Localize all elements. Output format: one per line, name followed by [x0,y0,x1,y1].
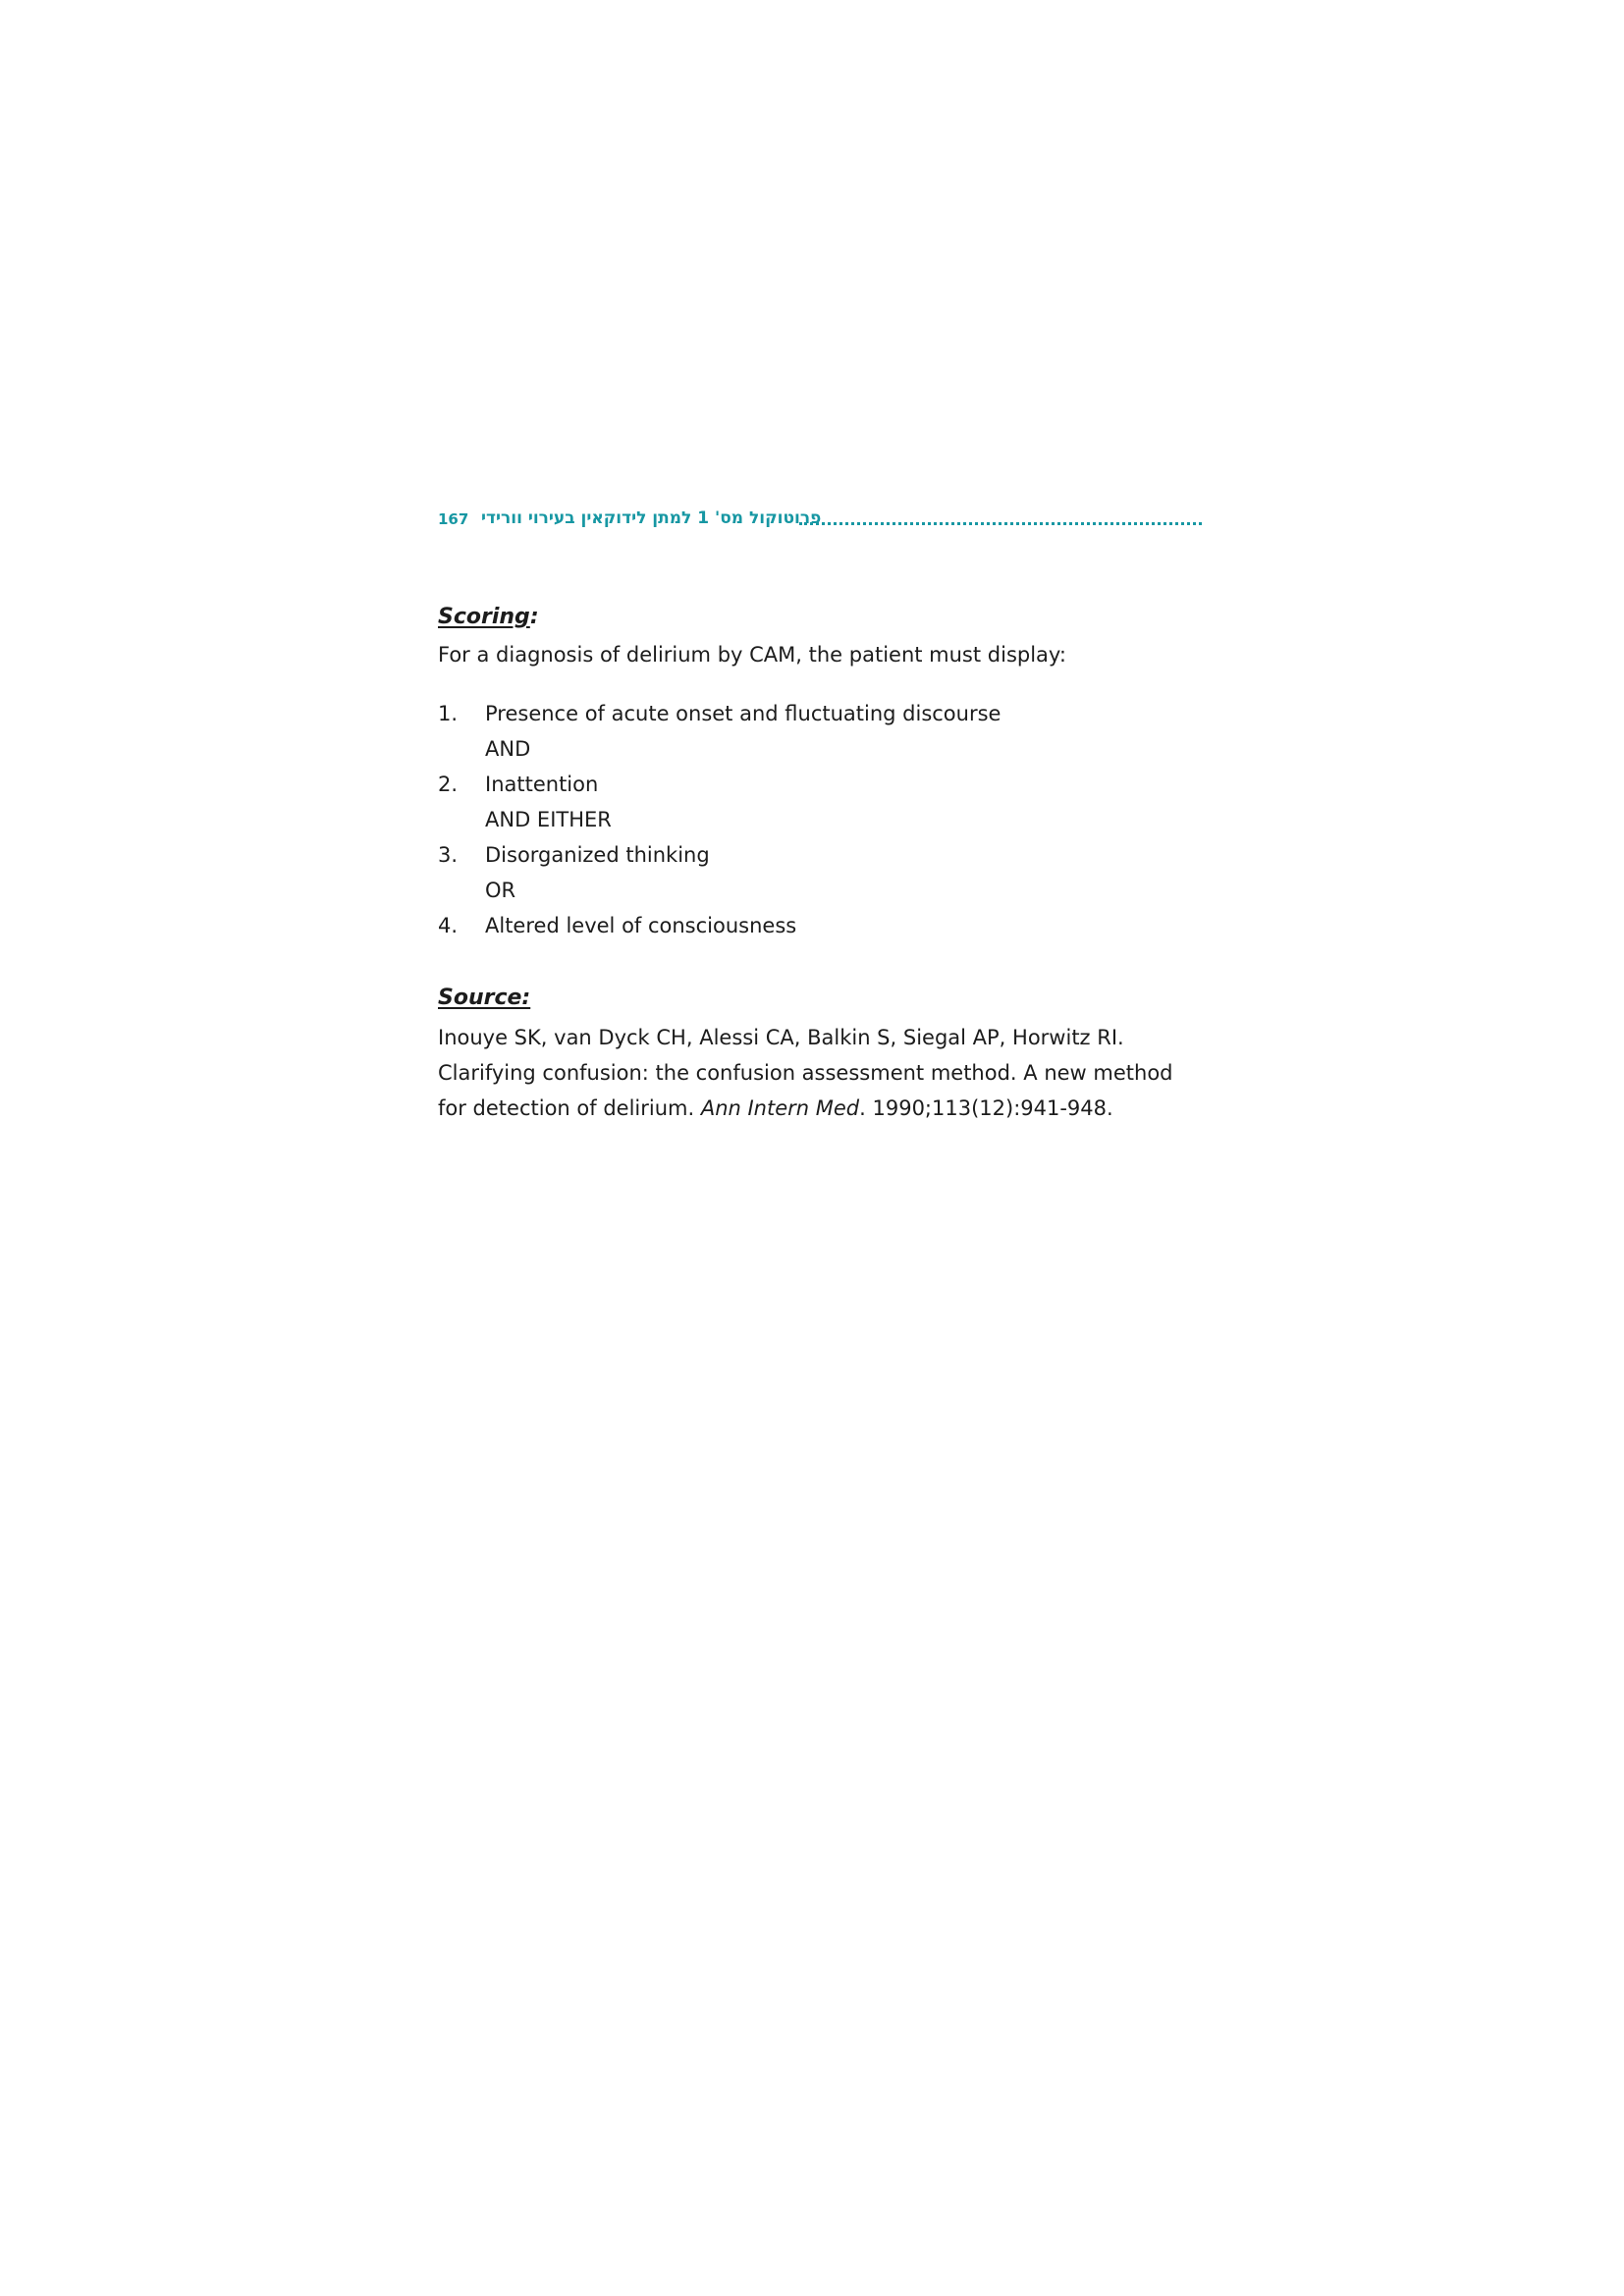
header-leader-dots [799,522,1202,525]
source-citation [438,1020,1202,1126]
criteria-item [438,696,1202,731]
criteria-number: 2. [438,773,459,796]
criteria-number: 1. [438,702,459,725]
criteria-text: Presence of acute onset and fluctuating discourse [485,702,1001,725]
criteria-text: Disorganized thinking [485,843,710,867]
criteria-item [438,767,1202,802]
running-header [438,508,1202,538]
citation-journal: Ann Intern Med [700,1096,860,1120]
criteria-connector: OR [485,879,516,902]
page-number: 167 [438,510,469,528]
citation-details: . 1990;113(12):941-948. [859,1096,1113,1120]
scoring-intro: For a diagnosis of delirium by CAM, the patient must display: [438,643,1066,667]
source-heading-text: Source: [438,986,531,1010]
criteria-list [438,696,1202,943]
scoring-heading-colon: : [529,605,539,629]
criteria-item [438,837,1202,873]
header-title: פרוטוקול מס' 1 למתן לידוקאין בעירוי וורידי [481,508,822,528]
document-page [438,508,1202,1126]
criteria-number: 4. [438,914,459,937]
citation-text: Inouye SK, van Dyck CH, Alessi CA, Balkin S, Siegal AP, Horwitz RI. Clarifying confusion: the confusion assessment method. A new method for detection of delirium. [438,1026,1173,1120]
criteria-connector: AND EITHER [485,808,612,831]
source-heading [438,985,1202,1012]
criteria-connector: AND [485,737,531,761]
criteria-item [438,908,1202,943]
criteria-text: Altered level of consciousness [485,914,797,937]
criteria-number: 3. [438,843,459,867]
scoring-heading-text: Scoring [438,605,530,629]
scoring-heading [438,604,1202,631]
criteria-text: Inattention [485,773,599,796]
